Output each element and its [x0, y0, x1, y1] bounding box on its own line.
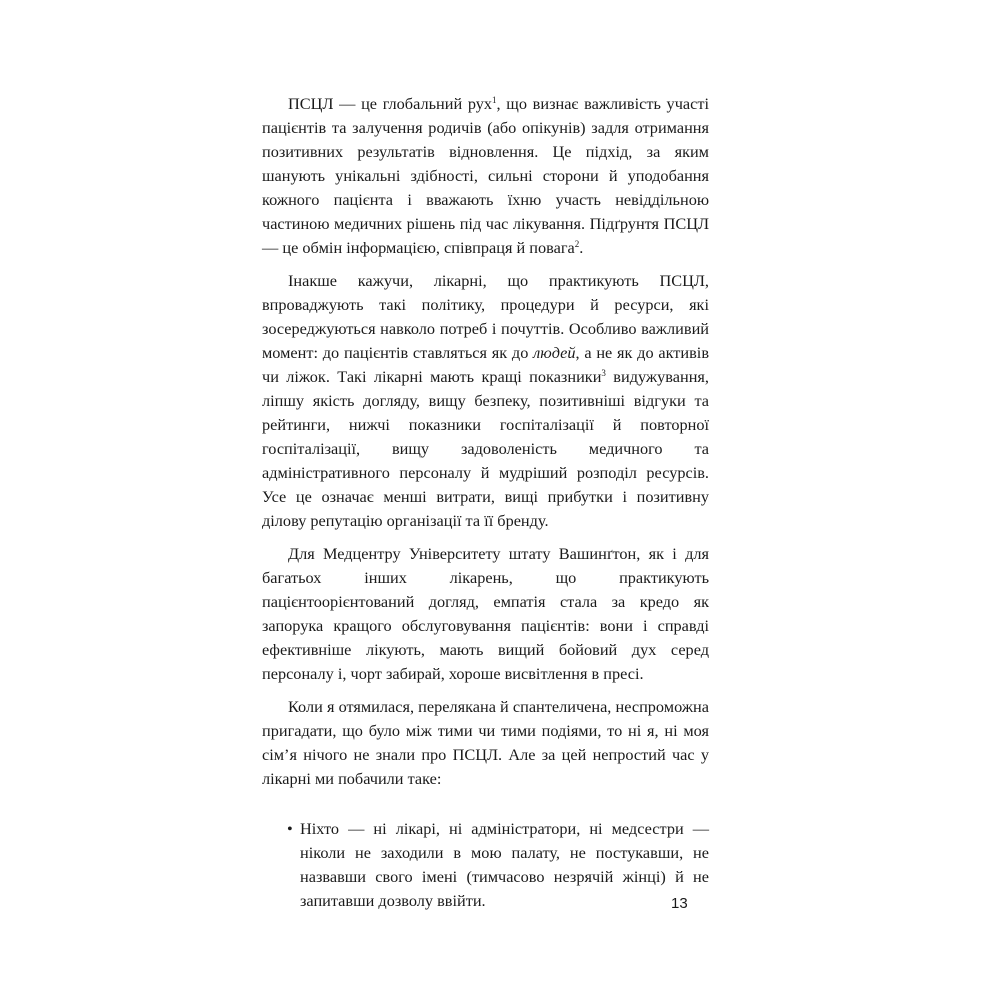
- list-item: [287, 817, 709, 913]
- paragraph-2-part-a: Інакше кажучи, лікарні, що практикують ПСЦЛ, впроваджують такі політику, процедури й ресурси, які зосереджуються навколо потреб і почуттів. Особливо важливий момент: до пацієнтів ставляться як до: [262, 271, 709, 362]
- list-item-text: Ніхто — ні лікарі, ні адміністратори, ні медсестри — ніколи не заходили в мою палату, не постукавши, не назвавши свого імені (тимчасово незрячій жінці) й не запитавши дозволу ввійти.: [300, 819, 709, 910]
- footnote-ref-2[interactable]: 2: [574, 239, 580, 249]
- paragraph-2: [262, 269, 709, 533]
- paragraph-2-part-c: видужування, ліпшу якість догляду, вищу безпеку, позитивніші відгуки та рейтинги, нижчі показники госпіталізації й повторної госпіталізації, вищу задоволеність медичного та адміністративного персоналу й мудріший розподіл ресурсів. Усе це означає менші витрати, вищі прибутки і позитивну ділову репутацію організації та її бренду.: [262, 367, 709, 530]
- footnote-ref-3[interactable]: 3: [601, 368, 606, 378]
- paragraph-1: [262, 92, 709, 260]
- bullet-list: [262, 817, 709, 913]
- page-number: 13: [671, 895, 688, 912]
- paragraph-1-part-b: , що визнає важливість участі пацієнтів та залучення родичів (або опікунів) задля отримання позитивних результатів відновлення. Це підхід, за яким шанують унікальні здібності, сильні сторони й уподобання кожного пацієнта і вважають їхню участь невіддільною частиною медичних рішень під час лікування. Підґрунтя ПСЦЛ — це обмін інформацією, співпраця й повага: [262, 94, 709, 257]
- bullet-marker: •: [287, 819, 293, 838]
- footnote-ref-1[interactable]: 1: [492, 95, 497, 105]
- paragraph-2-part-b: , а не як до активів чи ліжок. Такі лікарні мають кращі показники: [262, 343, 710, 386]
- paragraph-1-part-a: ПСЦЛ — це глобальний рух: [288, 94, 493, 113]
- paragraph-4: Коли я отямилася, перелякана й спантеличена, неспроможна пригадати, що було між тими чи тими подіями, то ні я, ні моя сім’я нічого не знали про ПСЦЛ. Але за цей непростий час у лікарні ми побачили таке:: [262, 697, 709, 788]
- paragraph-1-part-c: .: [579, 238, 584, 257]
- paragraph-3: Для Медцентру Університету штату Вашинґтон, як і для багатьох інших лікарень, що практикують пацієнтоорієнтований догляд, емпатія стала за кредо як запорука кращого обслуговування пацієнтів: вони і справді ефективніше лікують, мають вищий бойовий дух серед персоналу і, чорт забирай, хороше висвітлення в пресі.: [262, 544, 709, 683]
- page-text: [262, 92, 709, 913]
- paragraph-2-emphasis: людей: [533, 343, 576, 362]
